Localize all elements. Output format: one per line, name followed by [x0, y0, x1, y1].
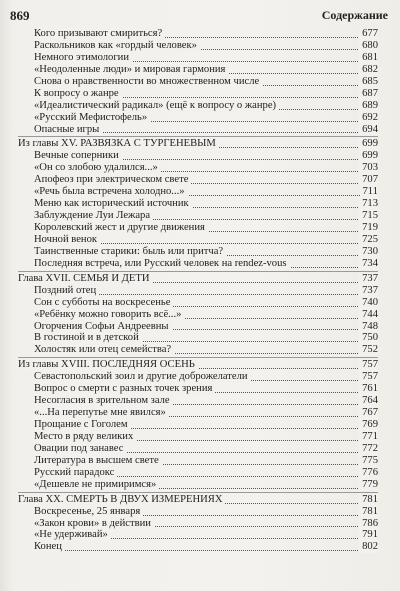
entry-title: «Дешевле не примиримся»: [34, 479, 159, 491]
page-header: [10, 8, 388, 24]
entry-title: Меню как исторический источник: [34, 198, 192, 210]
entry-page-number: 680: [359, 40, 378, 52]
entry-page-number: 730: [359, 246, 378, 258]
toc-section-entry: [0, 112, 400, 124]
entry-page-number: 737: [359, 285, 378, 297]
entry-page-number: 692: [359, 112, 378, 124]
entry-title: Королевский жест и другие движения: [34, 222, 208, 234]
toc-chapter-entry: [0, 359, 400, 371]
toc-section-entry: [0, 246, 400, 258]
entry-page-number: 752: [359, 344, 378, 356]
entry-title: «Речь была встречена холодно...»: [34, 186, 188, 198]
entry-page-number: 734: [359, 258, 378, 270]
entry-title: Воскресенье, 25 января: [34, 506, 143, 518]
entry-title: Снова о нравственности во множественном числе: [34, 76, 262, 88]
entry-title: Место в ряду великих: [34, 431, 136, 443]
entry-page-number: 772: [359, 443, 378, 455]
entry-page-number: 764: [359, 395, 378, 407]
entry-page-number: 694: [359, 124, 378, 136]
entry-title: «Закон крови» в действии: [34, 518, 154, 530]
toc-section-entry: [0, 518, 400, 530]
toc-chapter-entry: [0, 138, 400, 150]
entry-page-number: 779: [359, 479, 378, 491]
entry-title: Глава XVII. СЕМЬЯ И ДЕТИ: [18, 273, 153, 285]
toc-section-entry: [0, 297, 400, 309]
entry-page-number: 781: [359, 494, 378, 506]
section-divider: [18, 492, 378, 493]
entry-title: Конец: [34, 541, 65, 553]
entry-title: Немного этимологии: [34, 52, 132, 64]
toc-section-entry: [0, 467, 400, 479]
toc-section-entry: [0, 419, 400, 431]
toc-section-entry: [0, 124, 400, 136]
entry-page-number: 682: [359, 64, 378, 76]
toc-section-entry: [0, 76, 400, 88]
entry-page-number: 781: [359, 506, 378, 518]
entry-title: К вопросу о жанре: [34, 88, 122, 100]
entry-title: Опасные игры: [34, 124, 102, 136]
entry-page-number: 715: [359, 210, 378, 222]
entry-page-number: 687: [359, 88, 378, 100]
toc-section-entry: [0, 210, 400, 222]
entry-title: Поздний отец: [34, 285, 99, 297]
leader-dots: [34, 550, 360, 551]
entry-title: Прощание с Гоголем: [34, 419, 131, 431]
entry-title: «Не удерживай»: [34, 529, 111, 541]
toc-section-entry: [0, 371, 400, 383]
entry-page-number: 757: [359, 359, 378, 371]
entry-page-number: 725: [359, 234, 378, 246]
entry-title: «Ребёнку можно говорить всё...»: [34, 309, 184, 321]
entry-page-number: 707: [359, 174, 378, 186]
entry-page-number: 748: [359, 321, 378, 333]
entry-page-number: 711: [360, 186, 379, 198]
entry-title: Из главы XV. РАЗВЯЗКА С ТУРГЕНЕВЫМ: [18, 138, 219, 150]
toc-section-entry: [0, 40, 400, 52]
entry-page-number: 740: [359, 297, 378, 309]
entry-page-number: 757: [359, 371, 378, 383]
entry-title: Глава XX. СМЕРТЬ В ДВУХ ИЗМЕРЕНИЯХ: [18, 494, 225, 506]
toc-section-entry: [0, 285, 400, 297]
toc-section-entry: [0, 443, 400, 455]
entry-title: Литература в высшем свете: [34, 455, 162, 467]
toc-section-entry: [0, 332, 400, 344]
entry-title: Из главы XVIII. ПОСЛЕДНЯЯ ОСЕНЬ: [18, 359, 198, 371]
entry-page-number: 719: [359, 222, 378, 234]
section-divider: [18, 357, 378, 358]
entry-page-number: 786: [359, 518, 378, 530]
entry-title: «...На перепутье мне явился»: [34, 407, 169, 419]
entry-page-number: 776: [359, 467, 378, 479]
toc-section-entry: [0, 344, 400, 356]
entry-page-number: 737: [359, 273, 378, 285]
toc-section-entry: [0, 455, 400, 467]
entry-page-number: 703: [359, 162, 378, 174]
toc-section-entry: [0, 395, 400, 407]
entry-title: «Идеалистический радикал» (ещё к вопросу о жанре): [34, 100, 279, 112]
entry-title: Таинственные старики: быль или притча?: [34, 246, 226, 258]
entry-page-number: 767: [359, 407, 378, 419]
entry-page-number: 771: [359, 431, 378, 443]
entry-page-number: 802: [359, 541, 378, 553]
toc-section-entry: [0, 529, 400, 541]
entry-page-number: 761: [359, 383, 378, 395]
toc-section-entry: [0, 506, 400, 518]
toc-section-entry: [0, 321, 400, 333]
entry-title: Несогласия в зрительном зале: [34, 395, 173, 407]
entry-title: Холостяк или отец семейства?: [34, 344, 174, 356]
toc-section-entry: [0, 258, 400, 270]
running-title: Содержание: [321, 8, 388, 22]
toc-section-entry: [0, 383, 400, 395]
entry-title: «Русский Мефистофель»: [34, 112, 150, 124]
toc-section-entry: [0, 162, 400, 174]
entry-page-number: 699: [359, 150, 378, 162]
toc-section-entry: [0, 150, 400, 162]
toc-section-entry: [0, 100, 400, 112]
toc-section-entry: [0, 541, 400, 553]
entry-title: Раскольников как «гордый человек»: [34, 40, 200, 52]
entry-title: Овации под занавес: [34, 443, 126, 455]
entry-title: Кого призывают смириться?: [34, 28, 165, 40]
toc-section-entry: [0, 431, 400, 443]
entry-title: Последняя встреча, или Русский человек на rendez-vous: [34, 258, 290, 270]
entry-page-number: 775: [359, 455, 378, 467]
page-number: 869: [10, 8, 30, 23]
entry-title: Заблуждение Луи Лежара: [34, 210, 153, 222]
entry-title: Огорчения Софьи Андреевны: [34, 321, 172, 333]
entry-title: Вечные соперники: [34, 150, 122, 162]
toc-section-entry: [0, 186, 400, 198]
toc-chapter-entry: [0, 273, 400, 285]
entry-title: Сон с субботы на воскресенье: [34, 297, 173, 309]
entry-page-number: 685: [359, 76, 378, 88]
entry-title: Ночной венок: [34, 234, 100, 246]
entry-title: Вопрос о смерти с разных точек зрения: [34, 383, 215, 395]
entry-title: Апофеоз при электрическом свете: [34, 174, 191, 186]
section-divider: [18, 136, 378, 137]
toc-section-entry: [0, 88, 400, 100]
entry-page-number: 677: [359, 28, 378, 40]
entry-page-number: 713: [359, 198, 378, 210]
toc-chapter-entry: [0, 494, 400, 506]
entry-title: Русский парадокс: [34, 467, 117, 479]
section-divider: [18, 271, 378, 272]
entry-page-number: 791: [359, 529, 378, 541]
toc-section-entry: [0, 479, 400, 491]
entry-page-number: 769: [359, 419, 378, 431]
toc-section-entry: [0, 309, 400, 321]
entry-page-number: 699: [359, 138, 378, 150]
entry-title: «Неодоленные люди» и мировая гармония: [34, 64, 228, 76]
toc-section-entry: [0, 407, 400, 419]
entry-title: В гостиной и в детской: [34, 332, 142, 344]
table-of-contents: [0, 28, 400, 553]
toc-section-entry: [0, 52, 400, 64]
toc-section-entry: [0, 28, 400, 40]
toc-section-entry: [0, 174, 400, 186]
toc-section-entry: [0, 64, 400, 76]
entry-title: «Он со злобою удалился...»: [34, 162, 161, 174]
entry-page-number: 750: [359, 332, 378, 344]
toc-section-entry: [0, 222, 400, 234]
entry-page-number: 689: [359, 100, 378, 112]
entry-page-number: 681: [359, 52, 378, 64]
toc-section-entry: [0, 198, 400, 210]
toc-section-entry: [0, 234, 400, 246]
entry-title: Севастопольский зоил и другие доброжелатели: [34, 371, 251, 383]
entry-page-number: 744: [359, 309, 378, 321]
